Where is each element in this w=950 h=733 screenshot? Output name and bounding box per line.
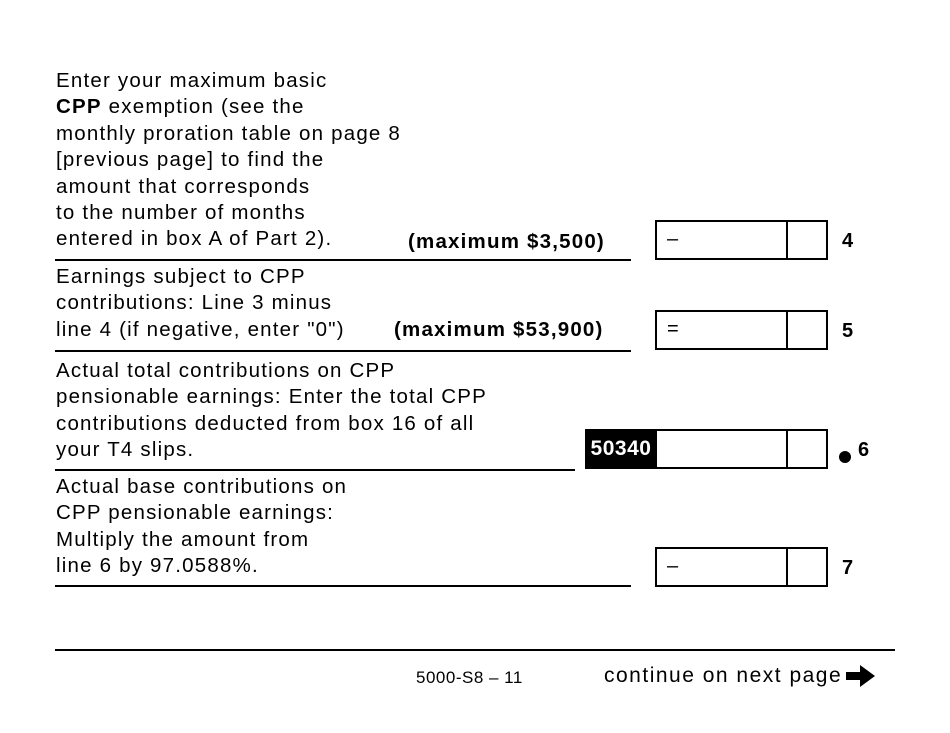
line-5-description: Earnings subject to CPP contributions: Line 3 minus line 4 (if negative, enter "0")	[56, 265, 345, 341]
line-7-description: Actual base contributions on CPP pensionable earnings: Multiply the amount from line 6 by 97.0588%.	[56, 475, 348, 578]
line-7-operator: –	[667, 555, 679, 577]
cents-divider	[786, 549, 788, 585]
cents-divider	[786, 222, 788, 258]
line-5-number: 5	[842, 320, 854, 342]
line-6-rule	[55, 469, 575, 471]
line-7-number: 7	[842, 557, 854, 579]
line-5-amount-field[interactable]	[655, 310, 828, 350]
line-7-amount-field[interactable]	[655, 547, 828, 587]
bullet-icon	[839, 451, 851, 463]
arrow-right-icon	[846, 663, 876, 689]
line-6-description: Actual total contributions on CPP pensionable earnings: Enter the total CPP contributions deducted from box 16 of all your T4 slips.	[56, 359, 487, 462]
field-code-50340: 50340	[585, 429, 657, 469]
line-4-number: 4	[842, 230, 854, 252]
line-4-maximum: (maximum $3,500)	[408, 230, 605, 253]
line-5-maximum: (maximum $53,900)	[394, 318, 604, 341]
continue-label: continue on next page	[604, 664, 843, 687]
line-4-amount-field[interactable]	[655, 220, 828, 260]
page-number: 5000-S8 – 11	[416, 668, 523, 687]
line-6-number: 6	[858, 439, 870, 461]
line-7-rule	[55, 585, 631, 587]
line-5-rule	[55, 350, 631, 352]
line-6-amount-field[interactable]	[655, 429, 828, 469]
cents-divider	[786, 431, 788, 467]
line-4-description: Enter your maximum basic CPP exemption (see the monthly proration table on page 8 [previous page] to find the amount that corresponds to the number of months entered in box A of Part 2).	[56, 69, 402, 251]
cpp-bold-label: CPP	[56, 95, 102, 119]
line-4-rule	[55, 259, 631, 261]
continue-link[interactable]	[604, 663, 876, 689]
line-5-operator: =	[667, 318, 679, 340]
line-4-operator: –	[667, 228, 679, 250]
cents-divider	[786, 312, 788, 348]
footer-rule	[55, 649, 895, 651]
